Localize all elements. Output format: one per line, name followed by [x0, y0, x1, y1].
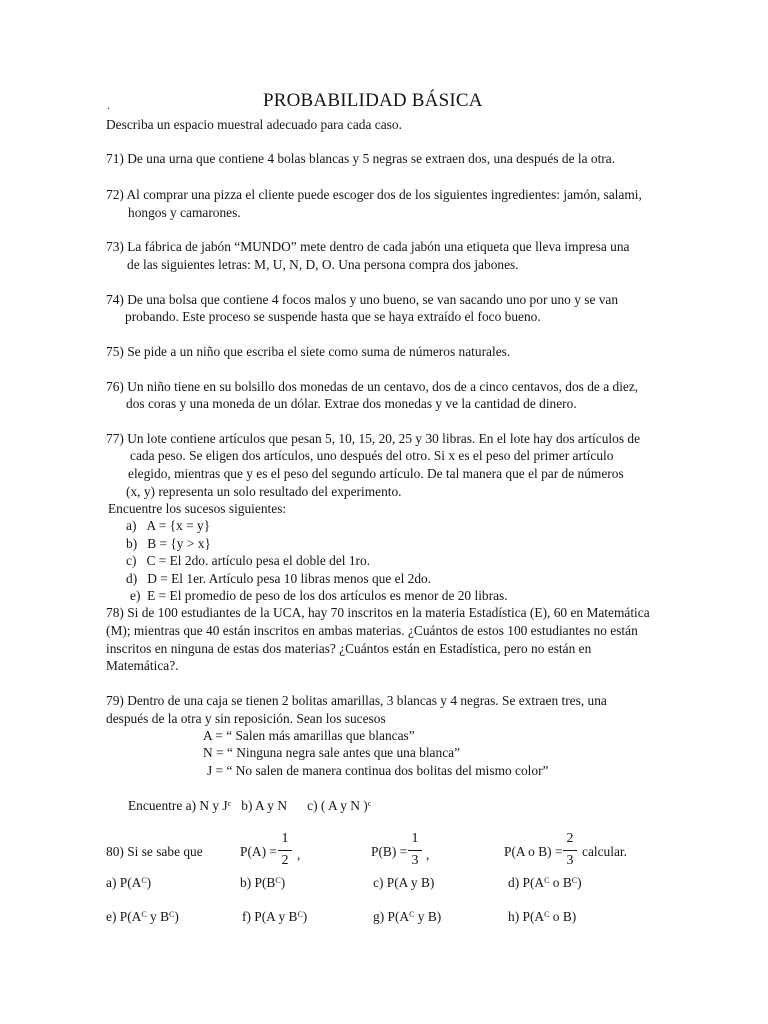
prob-a-label: P(A) =	[240, 844, 277, 859]
problem-80-item-d: d) $P(A^C$ o $B^C$)	[508, 875, 582, 890]
event-item: b) B = {y > x}	[126, 536, 211, 551]
problem-79-line-1: 79) Dentro de una caja se tienen 2 bolitas amarillas, 3 blancas y 4 negras. Se extraen tres, una	[106, 693, 607, 708]
problem-78-line-2: (M); mientras que 40 están inscritos en ambas materias. ¿Cuántos de estos 100 estudiantes no están	[106, 623, 638, 638]
fraction-numerator: 1	[281, 831, 289, 846]
problem-80-item-f: f) P(A y $B^C$)	[242, 909, 308, 924]
problem-80-item-b: b) $P(B^C)$	[240, 875, 286, 890]
prob-a-fraction	[278, 831, 292, 869]
prob-a-comma: ,	[297, 847, 301, 862]
problem-78-line-4: Matemática?.	[106, 658, 179, 673]
fraction-denominator: 3	[411, 853, 419, 868]
problem-76-line-2: dos coras y una moneda de un dólar. Extrae dos monedas y ve la cantidad de dinero.	[126, 396, 577, 411]
problem-74-line-2: probando. Este proceso se suspende hasta que se haya extraído el foco bueno.	[125, 309, 541, 324]
problem-76-line-1: 76) Un niño tiene en su bolsillo dos monedas de un centavo, dos de a cinco centavos, dos de a diez,	[106, 379, 639, 394]
prob-b-fraction	[408, 831, 422, 869]
prob-b-label: P(B) =	[371, 844, 408, 859]
event-n: N = “ Ninguna negra sale antes que una blanca”	[203, 745, 461, 760]
problem-77-line-1: 77) Un lote contiene artículos que pesan 5, 10, 15, 20, 25 y 30 libras. En el lote hay dos artículos de	[106, 431, 641, 446]
fraction-denominator: 3	[566, 853, 574, 868]
fraction-numerator: 2	[566, 831, 574, 846]
event-item: c) C = El 2do. artículo pesa el doble del 1ro.	[126, 553, 371, 568]
page-title: PROBABILIDAD BÁSICA	[263, 90, 483, 111]
problem-72-line-1: 72) Al comprar una pizza el cliente puede escoger dos de los siguientes ingredientes: jamón, salami,	[106, 187, 642, 202]
problem-74-line-1: 74) De una bolsa que contiene 4 focos malos y uno bueno, se van sacando uno por uno y se van	[106, 292, 619, 307]
problem-77-line-4: (x, y) representa un solo resultado del experimento.	[126, 484, 402, 499]
problem-78-line-1: 78) Si de 100 estudiantes de la UCA, hay 70 inscritos en la materia Estadística (E), 60 en Matemática	[106, 605, 650, 620]
problem-77-subheading: Encuentre los sucesos siguientes:	[108, 501, 287, 516]
problem-72-line-2: hongos y camarones.	[128, 205, 241, 220]
stray-dot: .	[107, 98, 110, 112]
problem-73-line-1: 73) La fábrica de jabón “MUNDO” mete dentro de cada jabón una etiqueta que lleva impresa una	[106, 239, 630, 254]
problem-80-item-g: g) $P(A^C$ y B)	[373, 909, 442, 924]
problem-80-item-a: a) $P(A^C)$	[106, 875, 152, 890]
problem-77-line-2: cada peso. Se eligen dos artículos, uno después del otro. Si x es el peso del primer artículo	[130, 448, 614, 463]
problem-80-intro: 80) Si se sabe que	[106, 844, 203, 859]
problem-80-item-h: h) $P(A^C$ o B)	[508, 909, 577, 924]
problem-77-line-3: elegido, mientras que y es el peso del segundo artículo. De tal manera que el par de números	[128, 466, 624, 481]
problem-79-line-2: después de la otra y sin reposición. Sean los sucesos	[106, 711, 386, 726]
fraction-denominator: 2	[281, 853, 289, 868]
event-item: e) E = El promedio de peso de los dos artículos es menor de 20 libras.	[130, 588, 508, 603]
problem-78-line-3: inscritos en ninguna de estas dos materias? ¿Cuántos están en Estadística, pero no están en	[106, 641, 592, 656]
fraction-numerator: 1	[411, 831, 419, 846]
prob-aob-fraction	[563, 831, 577, 869]
intro-text: Describa un espacio muestral adecuado para cada caso.	[106, 117, 402, 132]
prob-b-comma: ,	[426, 847, 430, 862]
problem-80-item-e: e) $P(A^C$ y $B^C$)	[106, 909, 179, 924]
event-j: J = “ No salen de manera continua dos bolitas del mismo color”	[207, 763, 549, 778]
prob-aob-label: P(A o B) =	[504, 844, 563, 859]
event-item: d) D = El 1er. Artículo pesa 10 libras menos que el 2do.	[126, 571, 432, 586]
calcular-text: calcular.	[582, 844, 627, 859]
problem-73-line-2: de las siguientes letras: M, U, N, D, O. Una persona compra dos jabones.	[127, 257, 519, 272]
event-item: a) A = {x = y}	[126, 518, 211, 533]
problem-75: 75) Se pide a un niño que escriba el siete como suma de números naturales.	[106, 344, 511, 359]
fraction-bar	[278, 850, 292, 851]
problem-80-item-c: c) P(A y B)	[373, 875, 435, 890]
problem-79-find: Encuentre a) N y $J^c$ b) A y N c) ( A y N )$^c$	[128, 798, 372, 813]
fraction-bar	[408, 850, 422, 851]
event-a: A = “ Salen más amarillas que blancas”	[203, 728, 415, 743]
fraction-bar	[563, 850, 577, 851]
problem-71: 71) De una urna que contiene 4 bolas blancas y 5 negras se extraen dos, una después de la otra.	[106, 151, 616, 166]
